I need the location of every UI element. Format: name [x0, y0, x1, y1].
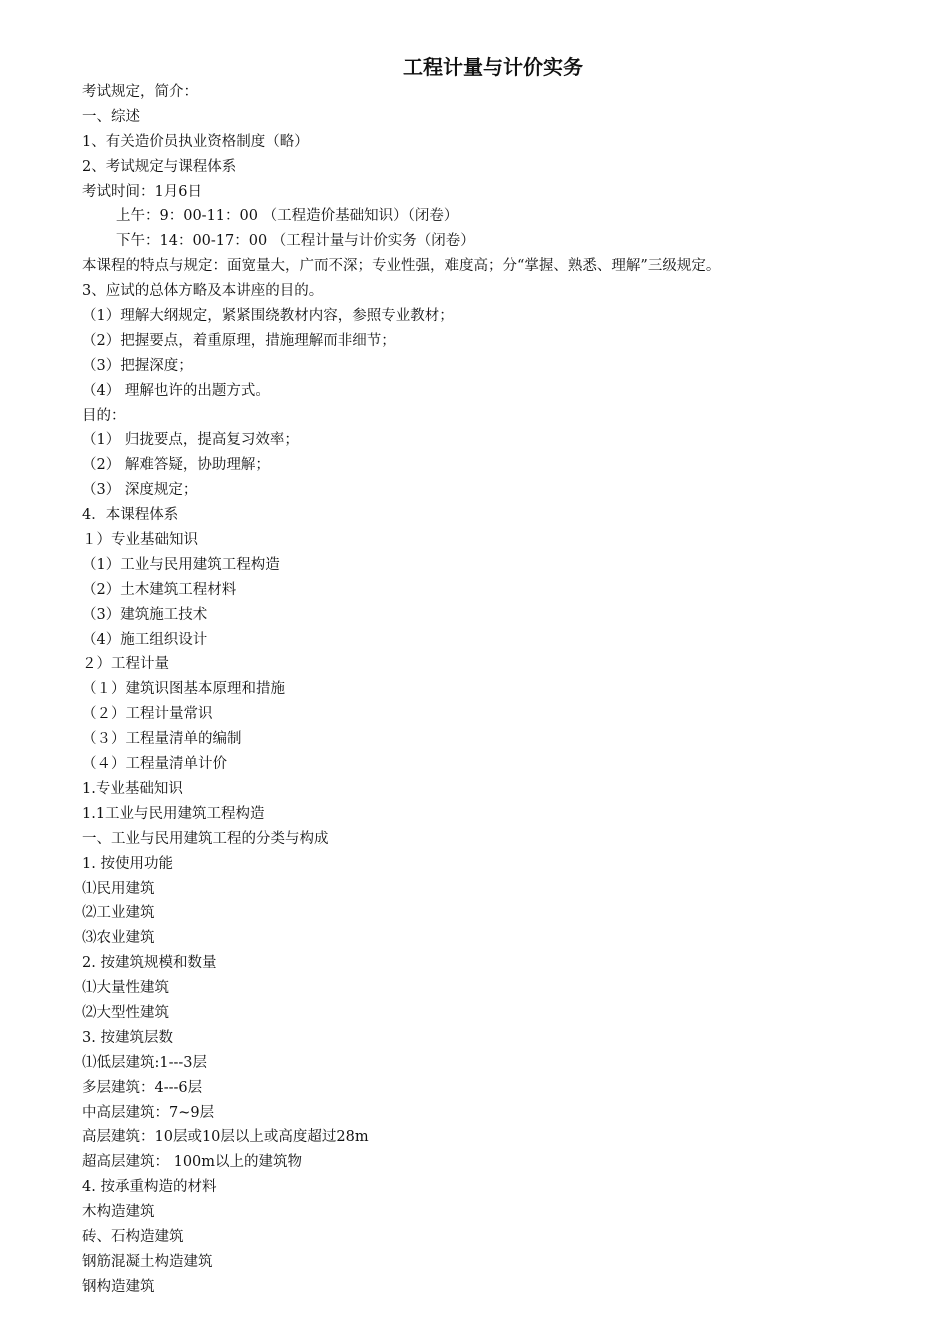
document-body [82, 80, 942, 1300]
section-heading: 1.专业基础知识 [82, 780, 183, 797]
page-title: 工程计量与计价实务 [403, 55, 583, 79]
list-item: ⑴大量性建筑 [82, 980, 169, 997]
section-heading: 一、工业与民用建筑工程的分类与构成 [82, 830, 329, 847]
list-item: ⑴民用建筑 [82, 880, 155, 897]
list-item: （４）工程量清单计价 [82, 756, 227, 773]
text-line: 2、考试规定与课程体系 [82, 158, 237, 175]
list-item: ⑴低层建筑:1---3层 [82, 1054, 208, 1071]
list-item: 中高层建筑：7~9层 [82, 1104, 215, 1121]
text-line: 考试时间：1月6日 [82, 183, 202, 200]
text-line: 本课程的特点与规定：面宽量大，广而不深；专业性强，难度高；分“掌握、熟悉、理解”三级规定。 [82, 258, 721, 275]
text-line: 上午：9：00-11：00 （工程造价基础知识）（闭卷） [116, 208, 459, 225]
list-item: 钢筋混凝土构造建筑 [82, 1253, 213, 1270]
text-line: 1、有关造价员执业资格制度（略） [82, 133, 309, 150]
list-item: （2）土木建筑工程材料 [82, 581, 237, 598]
list-item: ⑵工业建筑 [82, 905, 155, 922]
list-item: １）专业基础知识 [82, 532, 198, 549]
text-line: 目的： [82, 407, 126, 424]
list-item: （3）把握深度； [82, 357, 193, 374]
list-item: （３）工程量清单的编制 [82, 731, 242, 748]
list-item: ⑶农业建筑 [82, 930, 155, 947]
list-item: （２）工程计量常识 [82, 706, 213, 723]
list-item: 超高层建筑： 100m以上的建筑物 [82, 1154, 303, 1171]
text-line: 3、应试的总体方略及本讲座的目的。 [82, 283, 324, 300]
text-line: 3. 按建筑层数 [82, 1029, 173, 1046]
list-item: （2）把握要点，着重原理，措施理解而非细节； [82, 332, 396, 349]
text-line: 下午：14：00-17：00 （工程计量与计价实务（闭卷） [116, 233, 475, 250]
list-item: （１）建筑识图基本原理和措施 [82, 681, 285, 698]
list-item: （4）施工组织设计 [82, 631, 208, 648]
list-item: 多层建筑：4---6层 [82, 1079, 203, 1096]
section-heading: 一、综述 [82, 108, 140, 125]
list-item: （1）工业与民用建筑工程构造 [82, 556, 280, 573]
list-item: 高层建筑：10层或10层以上或高度超过28m [82, 1129, 369, 1146]
section-heading: 1.1工业与民用建筑工程构造 [82, 805, 265, 822]
text-line: 1. 按使用功能 [82, 855, 173, 872]
list-item: 砖、石构造建筑 [82, 1228, 184, 1245]
list-item: 木构造建筑 [82, 1204, 155, 1221]
list-item: 钢构造建筑 [82, 1278, 155, 1295]
text-line: 考试规定，简介： [82, 84, 198, 100]
text-line: 2. 按建筑规模和数量 [82, 955, 217, 972]
list-item: （2） 解难答疑，协助理解； [82, 457, 270, 474]
list-item: （1）理解大纲规定，紧紧围绕教材内容，参照专业教材； [82, 308, 454, 325]
section-heading: 4．本课程体系 [82, 507, 179, 524]
list-item: （1） 归拢要点，提高复习效率； [82, 432, 299, 449]
list-item: ⑵大型性建筑 [82, 1004, 169, 1021]
list-item: （3） 深度规定； [82, 482, 198, 499]
list-item: （3）建筑施工技术 [82, 606, 208, 623]
text-line: 4. 按承重构造的材料 [82, 1179, 217, 1196]
list-item: ２）工程计量 [82, 656, 169, 673]
list-item: （4） 理解也许的出题方式。 [82, 382, 270, 399]
